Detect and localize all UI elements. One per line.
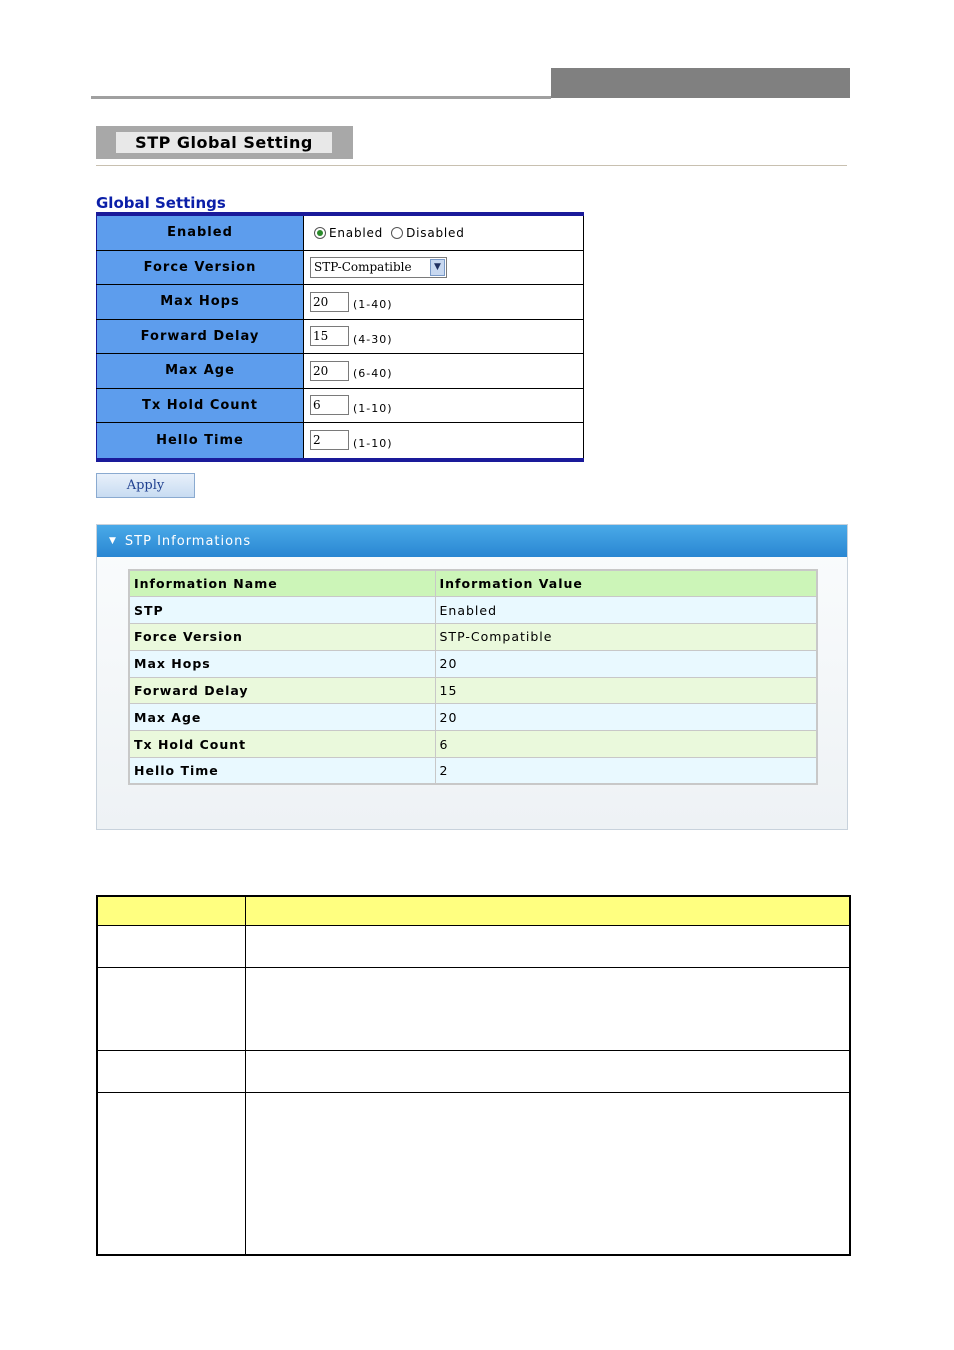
info-value: 15	[435, 677, 817, 704]
row-force-version	[96, 251, 584, 286]
enabled-label: Enabled	[96, 216, 304, 250]
info-name: Tx Hold Count	[129, 731, 435, 758]
header-rule	[91, 96, 551, 99]
description-table	[96, 895, 851, 1256]
description-header-row	[98, 897, 849, 926]
radio-enabled[interactable]	[314, 227, 326, 239]
max-age-range: (6-40)	[353, 367, 393, 381]
hello-time-range: (1-10)	[353, 436, 393, 450]
title-divider	[96, 165, 847, 166]
table-row	[129, 704, 817, 731]
info-name: Force Version	[129, 624, 435, 651]
tx-hold-count-range: (1-10)	[353, 401, 393, 415]
table-row	[129, 677, 817, 704]
row-max-hops	[96, 285, 584, 320]
max-age-label: Max Age	[96, 354, 304, 388]
max-hops-label: Max Hops	[96, 285, 304, 319]
hello-time-input[interactable]: 2	[310, 430, 349, 450]
description-row	[98, 1051, 849, 1093]
table-row	[129, 624, 817, 651]
tx-hold-count-value	[304, 389, 584, 423]
row-hello-time	[96, 423, 584, 458]
row-enabled	[96, 216, 584, 251]
page-title: STP Global Setting	[116, 132, 332, 153]
info-value: Enabled	[435, 597, 817, 624]
forward-delay-input[interactable]: 15	[310, 326, 349, 346]
row-forward-delay	[96, 320, 584, 355]
radio-enabled-label: Enabled	[329, 225, 384, 240]
table-row	[129, 597, 817, 624]
radio-disabled[interactable]	[391, 227, 403, 239]
stp-info-panel	[96, 524, 848, 830]
table-header-row	[129, 570, 817, 597]
forward-delay-label: Forward Delay	[96, 320, 304, 354]
description-row	[98, 1093, 849, 1254]
row-tx-hold-count	[96, 389, 584, 424]
info-name: Max Age	[129, 704, 435, 731]
enabled-value	[304, 216, 584, 250]
apply-button[interactable]: Apply	[96, 473, 195, 498]
table-row	[129, 731, 817, 758]
collapse-triangle-icon[interactable]: ▼	[109, 536, 117, 546]
forward-delay-range: (4-30)	[353, 332, 393, 346]
max-hops-range: (1-40)	[353, 298, 393, 312]
info-name: Forward Delay	[129, 677, 435, 704]
force-version-select[interactable]	[310, 257, 447, 278]
row-max-age	[96, 354, 584, 389]
header-gray-block	[551, 68, 850, 98]
page-title-box	[96, 126, 353, 159]
info-name: Max Hops	[129, 650, 435, 677]
description-row	[98, 968, 849, 1051]
force-version-label: Force Version	[96, 251, 304, 285]
force-version-value	[304, 251, 584, 285]
radio-disabled-label: Disabled	[406, 225, 465, 240]
hello-time-label: Hello Time	[96, 423, 304, 458]
max-hops-value	[304, 285, 584, 319]
global-settings-table	[96, 212, 584, 462]
info-name: STP	[129, 597, 435, 624]
info-value: 2	[435, 758, 817, 785]
table-row	[129, 650, 817, 677]
info-name: Hello Time	[129, 758, 435, 785]
hello-time-value	[304, 423, 584, 458]
forward-delay-value	[304, 320, 584, 354]
max-age-input[interactable]: 20	[310, 361, 349, 381]
global-settings-heading: Global Settings	[96, 194, 226, 212]
chevron-down-icon[interactable]: ▼	[430, 259, 445, 276]
info-value: 6	[435, 731, 817, 758]
info-value: 20	[435, 650, 817, 677]
description-row	[98, 926, 849, 968]
stp-info-title: STP Informations	[124, 533, 252, 549]
info-value: STP-Compatible	[435, 624, 817, 651]
max-age-value	[304, 354, 584, 388]
header-info-name: Information Name	[129, 570, 435, 597]
tx-hold-count-input[interactable]: 6	[310, 395, 349, 415]
header-info-value: Information Value	[435, 570, 817, 597]
force-version-selected: STP-Compatible	[314, 260, 412, 275]
table-row	[129, 758, 817, 785]
stp-info-panel-header[interactable]	[97, 525, 847, 557]
info-value: 20	[435, 704, 817, 731]
stp-info-table	[128, 569, 818, 785]
tx-hold-count-label: Tx Hold Count	[96, 389, 304, 423]
max-hops-input[interactable]: 20	[310, 292, 349, 312]
